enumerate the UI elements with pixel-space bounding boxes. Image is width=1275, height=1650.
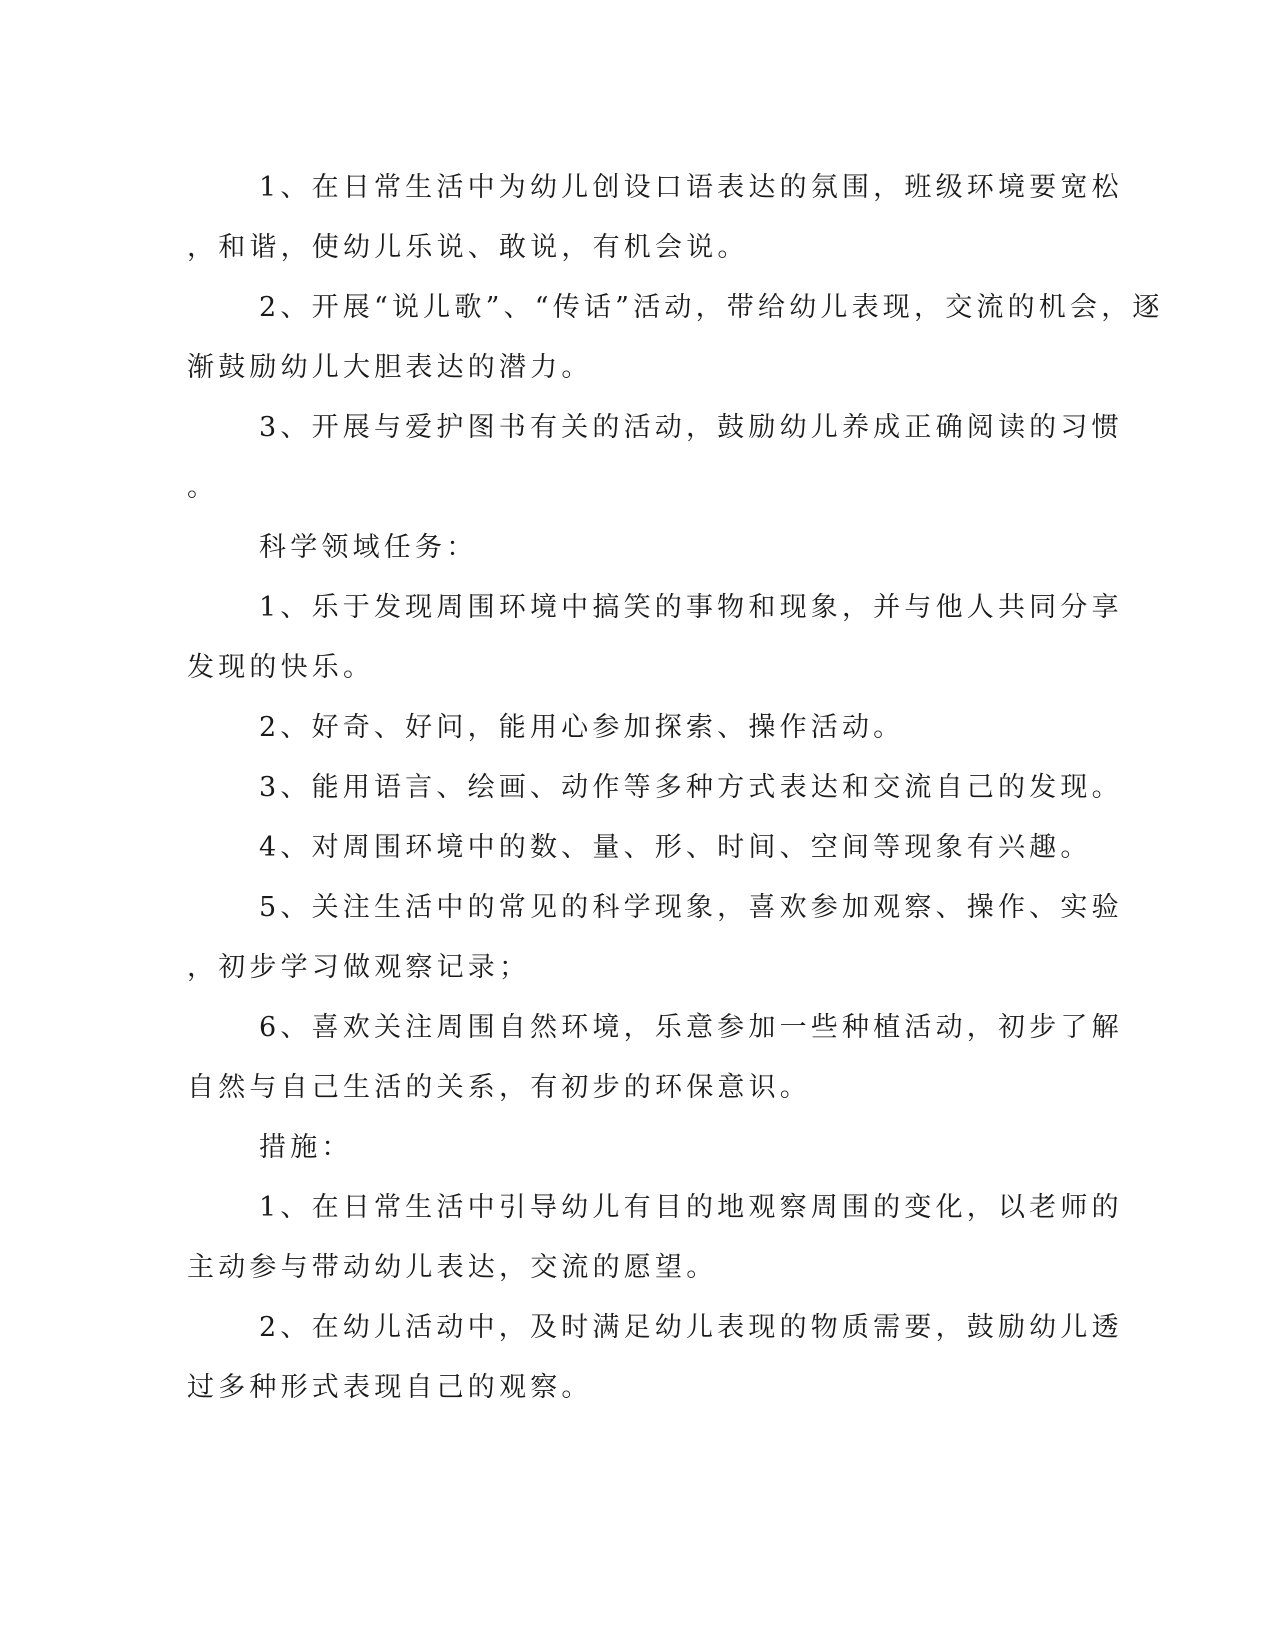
paragraph-line: 3、能用语言、绘画、动作等多种方式表达和交流自己的发现。 (259, 772, 1123, 803)
paragraph-line: 2、好奇、好问，能用心参加探索、操作活动。 (259, 712, 905, 743)
paragraph-line: 。 (187, 472, 219, 503)
paragraph-line: 2、开展“说儿歌”、“传话”活动，带给幼儿表现，交流的机会，逐 (259, 292, 1164, 323)
document-body (187, 158, 1164, 1418)
paragraph-line: 2、在幼儿活动中，及时满足幼儿表现的物质需要，鼓励幼儿透 (259, 1312, 1123, 1343)
paragraph-line: 1、在日常生活中为幼儿创设口语表达的氛围，班级环境要宽松 (259, 172, 1123, 203)
section-heading: 措施： (259, 1132, 353, 1163)
section-heading: 科学领域任务： (259, 532, 478, 563)
paragraph-line: 渐鼓励幼儿大胆表达的潜力。 (187, 352, 593, 383)
paragraph-line: 主动参与带动幼儿表达，交流的愿望。 (187, 1252, 718, 1283)
paragraph-line: 发现的快乐。 (187, 652, 375, 683)
paragraph-line: 3、开展与爱护图书有关的活动，鼓励幼儿养成正确阅读的习惯 (259, 412, 1123, 443)
paragraph-line: 自然与自己生活的关系，有初步的环保意识。 (187, 1072, 811, 1103)
paragraph-line: 过多种形式表现自己的观察。 (187, 1372, 593, 1403)
paragraph-line: 1、在日常生活中引导幼儿有目的地观察周围的变化，以老师的 (259, 1192, 1123, 1223)
paragraph-line: ，和谐，使幼儿乐说、敢说，有机会说。 (187, 232, 749, 263)
paragraph-line: 6、喜欢关注周围自然环境，乐意参加一些种植活动，初步了解 (259, 1012, 1123, 1043)
paragraph-line: 1、乐于发现周围环境中搞笑的事物和现象，并与他人共同分享 (259, 592, 1123, 623)
paragraph-line: 4、对周围环境中的数、量、形、时间、空间等现象有兴趣。 (259, 832, 1092, 863)
paragraph-line: ，初步学习做观察记录； (187, 952, 531, 983)
paragraph-line: 5、关注生活中的常见的科学现象，喜欢参加观察、操作、实验 (259, 892, 1123, 923)
